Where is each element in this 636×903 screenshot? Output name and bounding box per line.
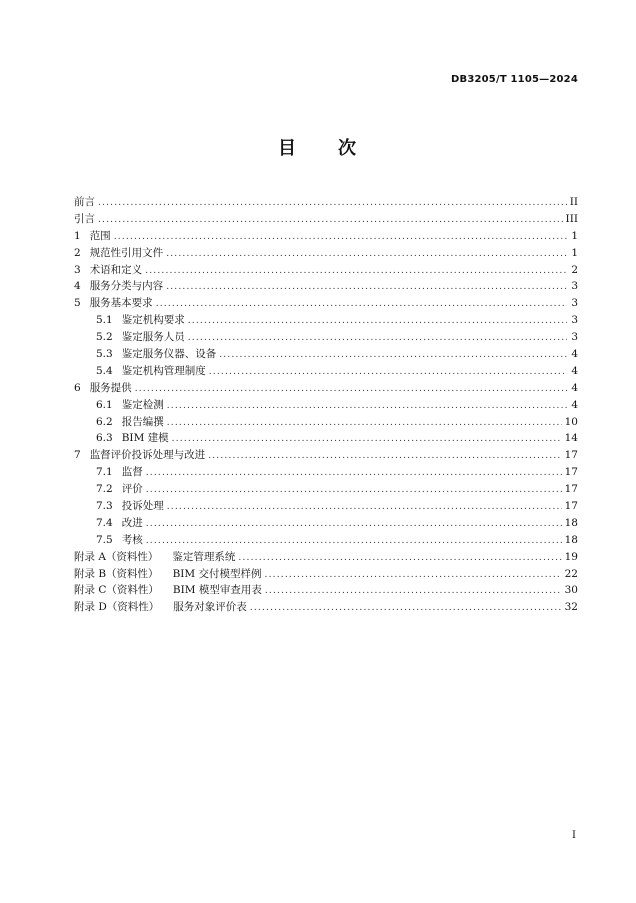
toc-entry-title: 前言: [74, 196, 95, 208]
toc-entry-page: 17: [564, 466, 578, 479]
toc-entry-title: 术语和定义: [89, 263, 143, 276]
toc-entry-label: [74, 262, 142, 279]
toc-entry-title: 范围: [89, 229, 111, 242]
toc-entry-title: 服务提供: [89, 381, 132, 394]
toc-entry-title: 服务对象评价表: [173, 601, 247, 614]
toc-entry-page: 32: [564, 601, 578, 614]
toc-entry[interactable]: [74, 278, 578, 295]
toc-entry-page: 3: [571, 280, 578, 293]
toc-entry-number: 6.1: [96, 398, 113, 411]
toc-entry-number: 3: [74, 263, 81, 276]
toc-leader-dots: [146, 465, 562, 482]
toc-entry-page: 4: [571, 398, 578, 411]
toc-leader-dots: [265, 583, 562, 600]
toc-entry-number: 7.2: [96, 483, 113, 496]
toc-leader-dots: [208, 448, 561, 465]
toc-leader-dots: [167, 398, 567, 415]
toc-leader-dots: [166, 246, 567, 263]
toc-entry-page: 4: [571, 348, 578, 361]
toc-entry-page: 22: [564, 567, 578, 580]
toc-leader-dots: [219, 347, 567, 364]
toc-entry-page: 4: [571, 364, 578, 377]
toc-entry-label: [74, 599, 247, 616]
toc-entry-label: [96, 397, 164, 414]
toc-leader-dots: [135, 381, 567, 398]
toc-entry[interactable]: [74, 397, 578, 414]
toc-entry-number: 附录 C（资料性）: [74, 584, 159, 597]
toc-entry-number: 4: [74, 280, 81, 293]
toc-leader-dots: [238, 550, 561, 567]
toc-entry-title: 鉴定机构要求: [121, 314, 185, 327]
toc-entry-label: [96, 532, 143, 549]
toc-entry-page: 4: [571, 381, 578, 394]
toc-leader-dots: [250, 600, 562, 617]
toc-entry-number: 7.1: [96, 466, 113, 479]
toc-entry-title: 服务分类与内容: [89, 280, 164, 293]
toc-entry-number: 5.2: [96, 331, 113, 344]
toc-entry-number: 5.3: [96, 348, 113, 361]
toc-entry-page: 30: [564, 584, 578, 597]
toc-entry-title: 鉴定检测: [121, 398, 164, 411]
toc-entry[interactable]: [74, 346, 578, 363]
toc-entry-label: [96, 515, 143, 532]
toc-entry-title: 考核: [121, 533, 143, 546]
toc-entry-page: 14: [564, 432, 578, 445]
toc-entry-page: 19: [564, 550, 578, 563]
toc-leader-dots: [166, 279, 567, 296]
toc-entry[interactable]: [74, 262, 578, 279]
toc-entry-number: 附录 B（资料性）: [74, 567, 159, 580]
toc-entry-label: [96, 329, 185, 346]
toc-entry-page: 18: [564, 516, 578, 529]
toc-entry-title: 评价: [121, 483, 143, 496]
toc-entry-page: 18: [564, 533, 578, 546]
toc-entry-number: 5.1: [96, 314, 113, 327]
toc-entry[interactable]: [74, 228, 578, 245]
toc-entry-page: 3: [571, 314, 578, 327]
toc-entry-number: 附录 D（资料性）: [74, 601, 160, 614]
toc-entry-title: 鉴定管理系统: [172, 550, 236, 563]
toc-entry-label: [96, 312, 185, 329]
toc-entry-title: BIM 交付模型样例: [172, 567, 262, 580]
toc-entry-label: [74, 582, 262, 599]
toc-leader-dots: [98, 212, 563, 229]
toc-entry-label: [96, 430, 169, 447]
toc-entry-label: [74, 447, 205, 464]
document-code: DB3205/T 1105—2024: [451, 74, 578, 85]
toc-leader-dots: [209, 364, 567, 381]
toc-entry-number: 1: [74, 229, 81, 242]
toc-entry-page: 10: [564, 415, 578, 428]
toc-entry[interactable]: [74, 549, 578, 566]
toc-entry-title: 监督: [121, 466, 143, 479]
toc-entry-label: [96, 498, 164, 515]
toc-leader-dots: [146, 533, 562, 550]
toc-entry-title: 鉴定服务人员: [121, 331, 185, 344]
toc-entry-page: 1: [571, 246, 578, 259]
toc-entry[interactable]: [74, 211, 578, 228]
toc-entry-page: 17: [564, 500, 578, 513]
toc-entry-number: 2: [74, 246, 81, 259]
toc-leader-dots: [167, 499, 562, 516]
toc-leader-dots: [265, 567, 562, 584]
toc-entry-label: [96, 346, 216, 363]
toc-entry[interactable]: [74, 363, 578, 380]
toc-entry-label: [74, 566, 262, 583]
toc-entry[interactable]: [74, 532, 578, 549]
toc-entry-label: [74, 194, 95, 211]
toc-entry[interactable]: [74, 498, 578, 515]
toc-entry-title: 鉴定服务仪器、设备: [121, 348, 217, 361]
toc-entry-number: 6.2: [96, 415, 113, 428]
toc-entry-title: BIM 建模: [121, 432, 169, 445]
toc-entry[interactable]: [74, 464, 578, 481]
toc-entry-label: [74, 245, 163, 262]
toc-entry[interactable]: [74, 380, 578, 397]
toc-leader-dots: [172, 431, 562, 448]
toc-entry-title: 监督评价投诉处理与改进: [89, 449, 206, 462]
toc-entry-number: 6.3: [96, 432, 113, 445]
toc-leader-dots: [188, 313, 567, 330]
toc-entry-number: 7: [74, 449, 81, 462]
toc-entry-title: 规范性引用文件: [89, 246, 164, 259]
toc-entry-label: [96, 414, 164, 431]
toc-entry-number: 7.4: [96, 516, 113, 529]
table-of-contents: [74, 194, 578, 616]
toc-entry-label: [74, 228, 111, 245]
toc-entry-title: 报告编撰: [121, 415, 164, 428]
toc-entry-page: III: [565, 212, 578, 225]
toc-entry-title: 投诉处理: [121, 500, 164, 513]
toc-leader-dots: [146, 516, 562, 533]
toc-entry[interactable]: [74, 515, 578, 532]
toc-entry-page: 17: [564, 449, 578, 462]
toc-entry-label: [96, 464, 143, 481]
toc-entry-title: 引言: [74, 212, 95, 225]
toc-entry[interactable]: [74, 447, 578, 464]
toc-entry[interactable]: [74, 430, 578, 447]
toc-entry-label: [74, 295, 153, 312]
toc-leader-dots: [98, 195, 567, 212]
toc-entry-number: 5.4: [96, 364, 113, 377]
toc-entry-page: II: [569, 196, 578, 208]
toc-leader-dots: [114, 229, 567, 246]
toc-entry-label: [96, 363, 206, 380]
toc-entry[interactable]: [74, 194, 578, 211]
toc-entry-number: 7.5: [96, 533, 113, 546]
toc-entry[interactable]: [74, 312, 578, 329]
toc-entry-title: 改进: [121, 516, 143, 529]
toc-entry-page: 1: [571, 229, 578, 242]
toc-leader-dots: [156, 296, 567, 313]
toc-entry-page: 17: [564, 483, 578, 496]
page-number: I: [572, 830, 576, 841]
toc-entry-number: 6: [74, 381, 81, 394]
toc-entry-label: [96, 481, 143, 498]
toc-entry[interactable]: [74, 582, 578, 599]
toc-entry-label: [74, 211, 95, 228]
toc-entry-page: 2: [571, 263, 578, 276]
toc-entry-page: 3: [571, 331, 578, 344]
toc-entry-label: [74, 380, 132, 397]
toc-entry-title: BIM 模型审查用表: [172, 584, 262, 597]
toc-entry-title: 服务基本要求: [89, 297, 153, 310]
toc-entry[interactable]: [74, 566, 578, 583]
toc-entry-number: 附录 A（资料性）: [74, 550, 159, 563]
toc-entry-title: 鉴定机构管理制度: [121, 364, 206, 377]
toc-entry-label: [74, 549, 235, 566]
toc-entry-number: 5: [74, 297, 81, 310]
toc-entry[interactable]: [74, 245, 578, 262]
toc-entry-number: 7.3: [96, 500, 113, 513]
toc-entry[interactable]: [74, 481, 578, 498]
page-title: 目 次: [278, 138, 358, 159]
toc-leader-dots: [146, 482, 562, 499]
toc-leader-dots: [167, 415, 562, 432]
toc-entry[interactable]: [74, 414, 578, 431]
toc-entry[interactable]: [74, 329, 578, 346]
toc-leader-dots: [188, 330, 567, 347]
toc-entry[interactable]: [74, 599, 578, 616]
toc-leader-dots: [145, 263, 567, 280]
toc-entry-label: [74, 278, 163, 295]
toc-entry[interactable]: [74, 295, 578, 312]
toc-entry-page: 3: [571, 297, 578, 310]
